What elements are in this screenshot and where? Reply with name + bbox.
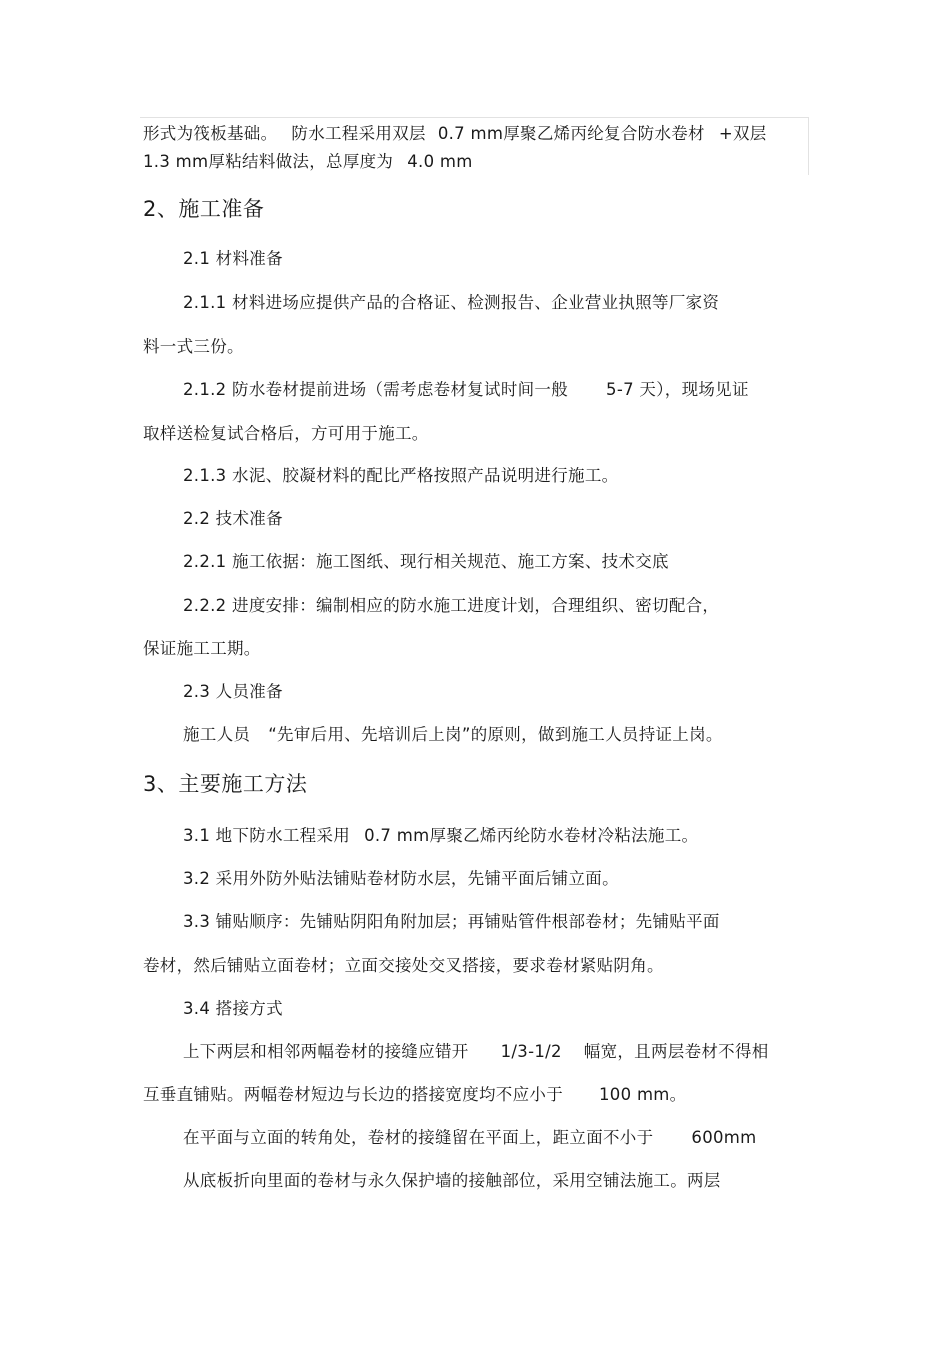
paragraph-text: 2.1.2 防水卷材提前进场（需考虑卷材复试时间一般 [183, 380, 569, 399]
paragraph-line: 料一式三份。 [143, 337, 244, 356]
paragraph-text: 3.1 地下防水工程采用 [183, 826, 351, 845]
paragraph-text: 600mm [691, 1128, 757, 1147]
paragraph-line [143, 1084, 686, 1106]
paragraph-line: 取样送检复试合格后，方可用于施工。 [143, 424, 429, 443]
intro-text: 防水工程采用双层 [291, 124, 426, 143]
paragraph-line: 从底板折向里面的卷材与永久保护墙的接触部位，采用空铺法施工。两层 [183, 1171, 721, 1190]
paragraph-line [183, 724, 723, 746]
intro-text: +双层 [718, 124, 767, 143]
paragraph-text: 5-7 天），现场见证 [606, 380, 749, 399]
paragraph-text: “先审后用、先培训后上岗”的原则，做到施工人员持证上岗。 [268, 725, 723, 744]
paragraph-line: 2.1.1 材料进场应提供产品的合格证、检测报告、企业营业执照等厂家资 [183, 293, 720, 312]
intro-line-1 [143, 123, 767, 145]
paragraph-line [183, 379, 749, 401]
intro-line-2 [143, 151, 473, 173]
subsection-title: 2.2 技术准备 [183, 509, 283, 528]
section-heading: 3、主要施工方法 [143, 772, 308, 796]
intro-text: 1.3 mm厚粘结料做法，总厚度为 [143, 152, 394, 171]
paragraph-text: 上下两层和相邻两幅卷材的接缝应错开 [183, 1042, 469, 1061]
paragraph-text: 施工人员 [183, 725, 251, 744]
subsection-title: 3.4 搭接方式 [183, 999, 283, 1018]
paragraph-line: 2.2.2 进度安排：编制相应的防水施工进度计划，合理组织、密切配合， [183, 596, 720, 615]
paragraph-line: 3.2 采用外防外贴法铺贴卷材防水层，先铺平面后铺立面。 [183, 869, 619, 888]
paragraph-text: 1/3-1/2 [500, 1042, 562, 1061]
paragraph-line: 2.1.3 水泥、胶凝材料的配比严格按照产品说明进行施工。 [183, 466, 619, 485]
section-heading: 2、施工准备 [143, 197, 265, 221]
intro-text: 0.7 mm厚聚乙烯丙纶复合防水卷材 [437, 124, 705, 143]
paragraph-line: 卷材，然后铺贴立面卷材；立面交接处交叉搭接，要求卷材紧贴阴角。 [143, 956, 664, 975]
paragraph-line [183, 1041, 769, 1063]
paragraph-text: 互垂直铺贴。两幅卷材短边与长边的搭接宽度均不应小于 [143, 1085, 563, 1104]
paragraph-line [183, 1127, 757, 1149]
subsection-title: 2.1 材料准备 [183, 249, 283, 268]
paragraph-line [183, 825, 698, 847]
paragraph-text: 幅宽，且两层卷材不得相 [583, 1042, 769, 1061]
paragraph-line: 2.2.1 施工依据：施工图纸、现行相关规范、施工方案、技术交底 [183, 552, 669, 571]
subsection-title: 2.3 人员准备 [183, 682, 283, 701]
paragraph-line: 3.3 铺贴顺序：先铺贴阴阳角附加层；再铺贴管件根部卷材；先铺贴平面 [183, 912, 720, 931]
intro-text: 形式为筏板基础。 [143, 124, 278, 143]
paragraph-text: 在平面与立面的转角处，卷材的接缝留在平面上，距立面不小于 [183, 1128, 654, 1147]
paragraph-line: 保证施工工期。 [143, 639, 261, 658]
paragraph-text: 0.7 mm厚聚乙烯丙纶防水卷材冷粘法施工。 [364, 826, 699, 845]
paragraph-text: 100 mm。 [599, 1085, 687, 1104]
intro-text: 4.0 mm [407, 152, 473, 171]
